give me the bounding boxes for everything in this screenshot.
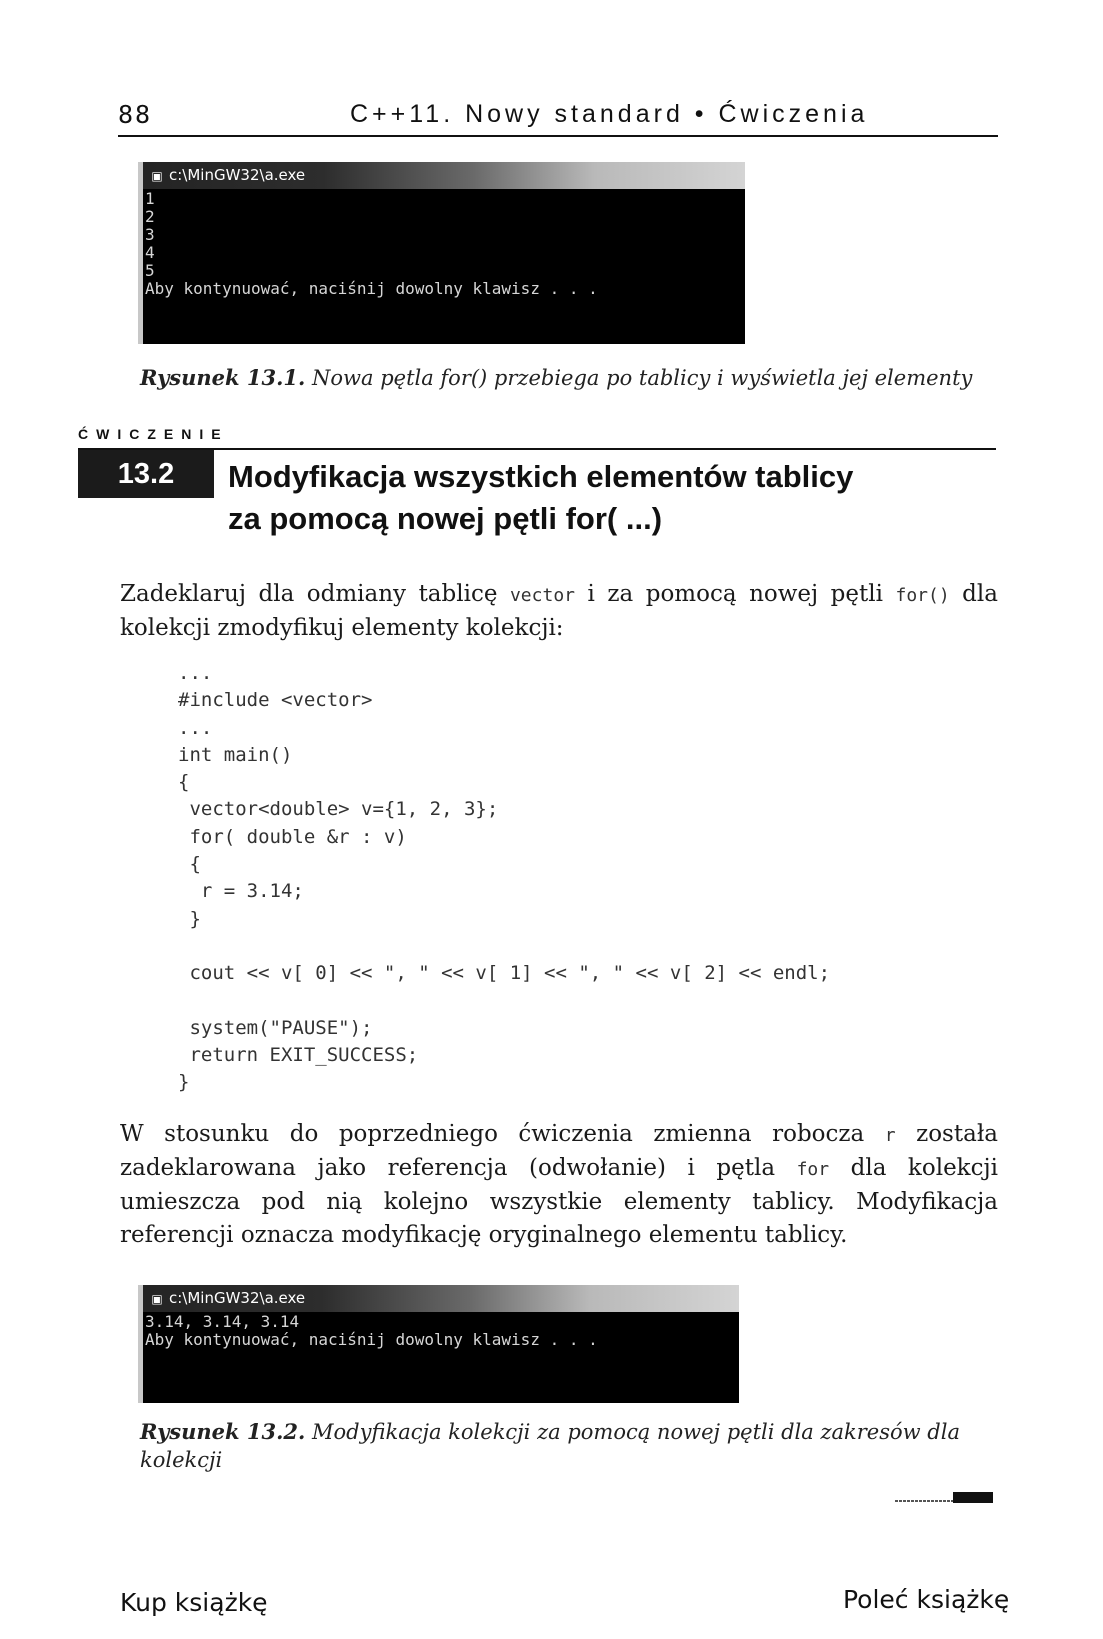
console-title: c:\MinGW32\a.exe (169, 1289, 306, 1307)
exercise-title-line: za pomocą nowej pętli for( ...) (228, 501, 663, 536)
exercise-title (228, 456, 853, 540)
code-line: for( double &r : v) (178, 825, 407, 848)
cmd-window-icon: ▣ (151, 1292, 163, 1306)
figure-caption-2 (140, 1418, 1002, 1474)
end-of-exercise-mark (895, 1491, 995, 1503)
figure-caption-1 (140, 364, 1000, 392)
inline-code: for() (895, 585, 950, 606)
console-output (143, 1312, 739, 1349)
code-line: vector<double> v={1, 2, 3}; (178, 798, 499, 821)
inline-code: r (884, 1125, 896, 1146)
console-line: 3.14, 3.14, 3.14 (145, 1312, 300, 1331)
console-line: 3 (145, 225, 155, 244)
console-window-2 (138, 1285, 739, 1403)
explanation-paragraph (120, 1118, 998, 1252)
running-title: C++11. Nowy standard • Ćwiczenia (350, 100, 869, 128)
code-line: r = 3.14; (178, 880, 304, 903)
code-line: ... (178, 716, 213, 739)
explanation-text: W stosunku do poprzedniego ćwiczenia zmienna robocza (120, 1121, 885, 1147)
figure-text: Nowa pętla for() przebiega po tablicy i wyświetla jej elementy (305, 366, 973, 390)
code-line: #include <vector> (178, 689, 373, 712)
console-line: 4 (145, 243, 155, 262)
console-line: 1 (145, 189, 155, 208)
inline-code: for (796, 1159, 830, 1180)
console-titlebar (143, 162, 745, 189)
inline-code: vector (509, 585, 575, 606)
figure-label: Rysunek 13.1. (140, 365, 306, 390)
intro-paragraph (120, 578, 998, 645)
intro-text: Zadeklaruj dla odmiany tablicę (120, 581, 510, 607)
console-titlebar (143, 1285, 739, 1312)
console-window-1 (138, 162, 745, 344)
code-line: int main() (178, 743, 293, 766)
explanation-text: dla kolekcji umieszcza pod nią kolejno wszystkie elementy tablicy. Modyfikacja referencji oznacza modyfikację oryginalnego elementu tablicy. (120, 1155, 998, 1248)
console-output (143, 189, 745, 298)
code-line: { (178, 771, 190, 794)
console-line: 5 (145, 261, 155, 280)
exercise-number: 13.2 (78, 450, 214, 498)
header-rule (118, 135, 998, 137)
code-line: } (178, 907, 201, 930)
intro-text: dla kolekcji zmodyfikuj elementy kolekcji: (120, 581, 998, 641)
code-line: } (178, 1071, 190, 1094)
recommend-book-link[interactable]: Poleć książkę (843, 1585, 1010, 1614)
code-line (178, 933, 830, 960)
console-title: c:\MinGW32\a.exe (169, 166, 306, 184)
cmd-window-icon: ▣ (151, 169, 163, 183)
page-number: 88 (118, 100, 153, 129)
code-listing (178, 660, 830, 1097)
exercise-title-line: Modyfikacja wszystkich elementów tablicy (228, 459, 854, 494)
code-line: system("PAUSE"); (178, 1016, 373, 1039)
code-line (178, 988, 830, 1015)
figure-label: Rysunek 13.2. (140, 1419, 306, 1444)
console-line: 2 (145, 207, 155, 226)
exercise-rule (78, 448, 996, 450)
console-line: Aby kontynuować, naciśnij dowolny klawisz . . . (145, 1330, 598, 1349)
console-line: Aby kontynuować, naciśnij dowolny klawisz . . . (145, 279, 598, 298)
exercise-label: ĆWICZENIE (78, 426, 229, 442)
code-line: { (178, 853, 201, 876)
code-line: cout << v[ 0] << ", " << v[ 1] << ", " << v[ 2] << endl; (178, 962, 831, 985)
figure-text: Modyfikacja kolekcji za pomocą nowej pętli dla zakresów dla kolekcji (140, 1420, 960, 1472)
intro-text: i za pomocą nowej pętli (575, 581, 896, 607)
buy-book-link[interactable]: Kup książkę (120, 1588, 268, 1617)
code-line: ... (178, 662, 213, 684)
explanation-text: została zadeklarowana jako referencja (odwołanie) i pętla (120, 1121, 998, 1181)
code-line: return EXIT_SUCCESS; (178, 1044, 419, 1067)
